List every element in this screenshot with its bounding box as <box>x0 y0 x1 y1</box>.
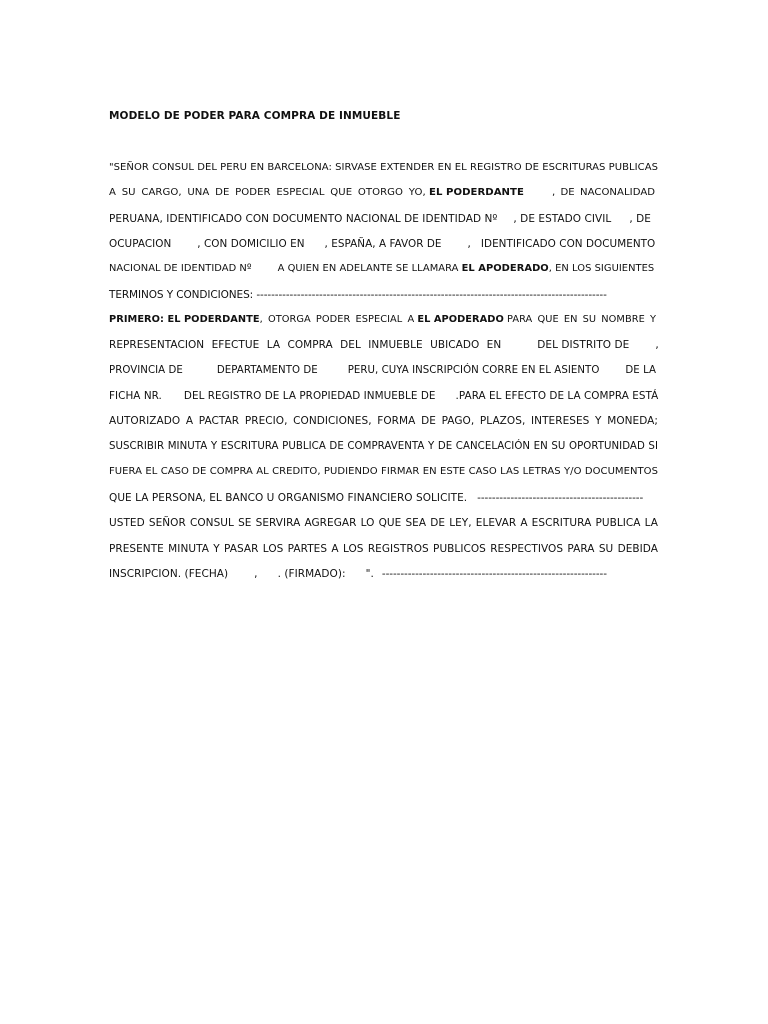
text-segment: PERU, CUYA INSCRIPCIÓN CORRE EN EL ASIENTO <box>347 365 600 376</box>
text-segment: INSCRIPCION. (FECHA) <box>109 568 229 580</box>
paragraph-line <box>109 237 658 251</box>
paragraph-line <box>109 161 658 175</box>
paragraph-line <box>109 516 658 530</box>
text-segment: PARA QUE EN SU NOMBRE Y <box>507 314 657 325</box>
text-segment: QUE LA PERSONA, EL BANCO U ORGANISMO FINANCIERO SOLICITE. <box>109 492 468 504</box>
text-segment: A SU CARGO, UNA DE PODER ESPECIAL QUE OTORGO YO, <box>109 187 426 198</box>
text-segment: PROVINCIA DE <box>109 365 183 376</box>
paragraph-line <box>109 186 658 200</box>
text-segment: AUTORIZADO A PACTAR PRECIO, CONDICIONES, FORMA DE PAGO, PLAZOS, INTERESES Y MONEDA; <box>109 415 658 427</box>
text-segment: , DE NACONALIDAD <box>551 187 656 198</box>
text-segment: PRESENTE MINUTA Y PASAR LOS PARTES A LOS REGISTROS PUBLICOS RESPECTIVOS PARA SU DEBIDA <box>109 543 658 555</box>
paragraph-line <box>109 389 658 403</box>
text-segment: FICHA NR. <box>109 390 162 402</box>
text-segment: , <box>467 238 471 250</box>
text-segment: , DE ESTADO CIVIL <box>513 213 612 225</box>
text-segment: DEL REGISTRO DE LA PROPIEDAD INMUEBLE DE <box>183 390 436 402</box>
text-segment: OCUPACION <box>109 238 172 250</box>
text-segment: ------------------------------------------------------------- <box>381 568 607 580</box>
paragraph-line <box>109 542 658 556</box>
paragraph-line <box>109 414 658 428</box>
text-segment: DEPARTAMENTO DE <box>216 365 318 376</box>
text-segment: . (FIRMADO): <box>277 568 346 580</box>
apoderado-label: EL APODERADO <box>417 314 504 325</box>
text-segment: REPRESENTACION EFECTUE LA COMPRA DEL INMUEBLE UBICADO EN <box>109 339 502 351</box>
text-segment: SUSCRIBIR MINUTA Y ESCRITURA PUBLICA DE COMPRAVENTA Y DE CANCELACIÓN EN SU OPORTUNIDAD SI <box>109 441 658 452</box>
text-segment: DE LA <box>625 365 657 376</box>
paragraph-line <box>109 465 658 479</box>
paragraph-line <box>109 313 658 327</box>
text-segment: , ESPAÑA, A FAVOR DE <box>324 238 442 250</box>
paragraph-line <box>109 364 658 378</box>
text-segment: A QUIEN EN ADELANTE SE LLAMARA <box>277 263 459 274</box>
text-segment: ". <box>365 568 374 580</box>
apoderado-label: EL APODERADO <box>461 263 549 274</box>
text-segment: , EN LOS SIGUIENTES <box>548 263 655 274</box>
text-segment: NACIONAL DE IDENTIDAD Nº <box>109 263 252 274</box>
text-segment: FUERA EL CASO DE COMPRA AL CREDITO, PUDIENDO FIRMAR EN ESTE CASO LAS LETRAS Y/O DOCUMENTOS <box>109 466 658 477</box>
poderdante-label: EL PODERDANTE <box>429 187 524 198</box>
primero-heading: PRIMERO: EL PODERDANTE <box>109 314 260 325</box>
paragraph-line <box>109 212 658 226</box>
text-segment: PERUANA, IDENTIFICADO CON DOCUMENTO NACIONAL DE IDENTIDAD Nº <box>109 213 498 225</box>
text-segment: .PARA EL EFECTO DE LA COMPRA ESTÁ <box>455 390 659 402</box>
text-segment: "SEÑOR CONSUL DEL PERU EN BARCELONA: SIRVASE EXTENDER EN EL REGISTRO DE ESCRITURAS PUBLICAS <box>109 162 658 173</box>
text-segment: , CON DOMICILIO EN <box>197 238 305 250</box>
paragraph-line <box>109 440 658 454</box>
text-segment: --------------------------------------------- <box>477 492 644 504</box>
text-segment: , <box>254 568 258 580</box>
paragraph-line <box>109 491 658 505</box>
paragraph-line <box>109 288 658 302</box>
paragraph-line <box>109 262 658 276</box>
paragraph-line <box>109 567 658 581</box>
text-segment: USTED SEÑOR CONSUL SE SERVIRA AGREGAR LO QUE SEA DE LEY, ELEVAR A ESCRITURA PUBLICA LA <box>109 517 658 529</box>
paragraph-line <box>109 338 658 352</box>
document-title: MODELO DE PODER PARA COMPRA DE INMUEBLE <box>109 110 401 122</box>
text-segment: DEL DISTRITO DE <box>537 339 630 351</box>
text-segment: TERMINOS Y CONDICIONES: ----------------------------------------------------------------------------------------------- <box>109 289 607 301</box>
text-segment: , OTORGA PODER ESPECIAL A <box>259 314 415 325</box>
text-segment: , <box>655 339 659 351</box>
text-segment: , DE <box>629 213 651 225</box>
text-segment: IDENTIFICADO CON DOCUMENTO <box>480 238 656 250</box>
